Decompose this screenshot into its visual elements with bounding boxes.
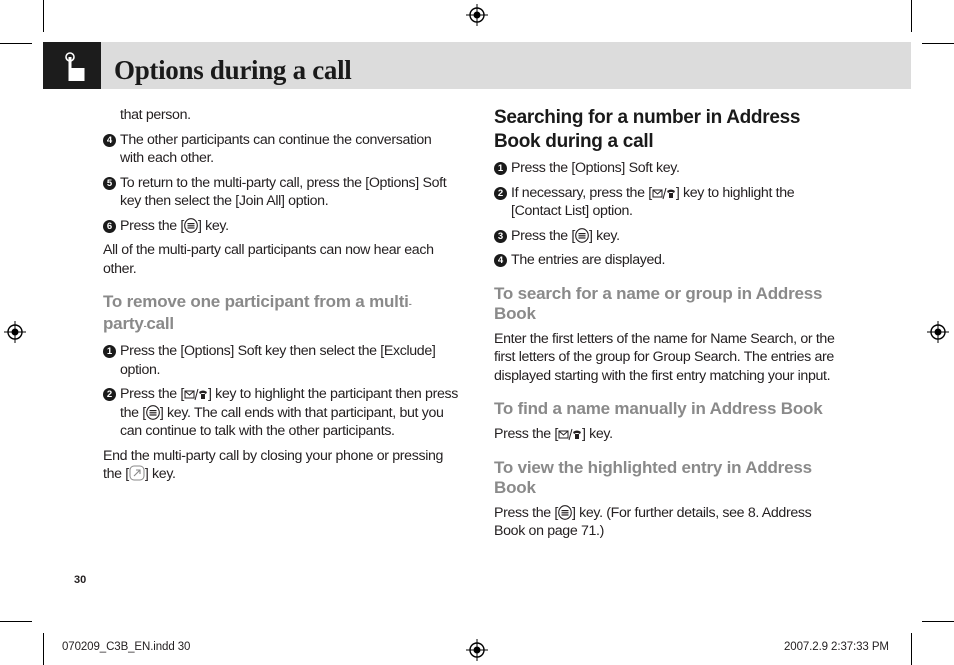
step-number: 6 (103, 220, 116, 233)
mail-phone-key-icon (652, 187, 676, 200)
crop-mark (911, 0, 912, 32)
step-text-post: ] key. (588, 227, 620, 244)
step-text-pre: Press the [ (120, 386, 184, 402)
step-number: 1 (103, 345, 116, 358)
ok-key-icon (146, 405, 160, 420)
subheading-search-name: To search for a name or group in Address Book (494, 283, 823, 323)
subheading-find-name: To find a name manually in Address Book (494, 399, 823, 418)
crop-mark (0, 621, 32, 622)
step-text: To return to the multi-party call, press the [Options] Soft key then select the [Join All] option. (120, 174, 447, 209)
end-key-icon (129, 465, 145, 481)
end-call-paragraph (103, 447, 458, 484)
step-text: The entries are displayed. (511, 252, 666, 268)
paragraph: Enter the first letters of the name for Name Search, or the first letters of the group for Group Search. The entries are displayed starting with the first entry matching your input. (494, 330, 835, 384)
search-step-1 (494, 159, 844, 178)
mail-phone-key-icon (558, 428, 582, 441)
page-number: 30 (74, 574, 87, 586)
crop-mark (0, 43, 32, 44)
step-text-post: ] key to highlight the [Contact List] option. (511, 184, 795, 219)
crop-mark (43, 633, 44, 665)
subheading-part: To remove one participant from a multi (103, 292, 409, 311)
step-number: 5 (103, 177, 116, 190)
step-number: 4 (494, 254, 507, 267)
ok-key-icon (558, 505, 572, 520)
crop-mark (922, 43, 954, 44)
view-paragraph (494, 504, 844, 541)
hand-pointer-icon (55, 50, 89, 82)
ok-key-icon (575, 228, 589, 243)
paragraph-text-pre: Press the [ (494, 426, 558, 442)
paragraph-text-post: ] key. (144, 466, 176, 482)
remove-step-1 (103, 342, 458, 379)
paragraph-text-post: ] key. (581, 426, 613, 442)
step-text-post: ] key. The call ends with that participant, but you can continue to talk with the other participants. (120, 404, 444, 439)
registration-mark-icon (466, 639, 488, 661)
mail-phone-key-icon (184, 388, 208, 401)
step-text: Press the [Options] Soft key. (511, 160, 680, 176)
step-text-mid: ] key to highlight the participant then press the [ (120, 386, 458, 421)
subheading-view-entry: To view the highlighted entry in Address Book (494, 457, 812, 497)
registration-mark-icon (4, 321, 26, 343)
registration-mark-icon (466, 4, 488, 26)
registration-mark-icon (927, 321, 949, 343)
subheading-part: call (146, 314, 174, 333)
remove-step-2 (103, 385, 458, 441)
page-title: Options during a call (114, 55, 352, 85)
search-step-3 (494, 227, 844, 246)
continuation-text: that person. (120, 107, 191, 123)
paragraph-text-pre: End the multi-party call by closing your phone or pressing the [ (103, 447, 444, 482)
crop-mark (922, 621, 954, 622)
step-text-post: ] key. (197, 217, 229, 234)
paragraph: All of the multi-party call participants can now hear each other. (103, 242, 434, 277)
file-info: 070209_C3B_EN.indd 30 (62, 641, 191, 653)
step-text: Press the [Options] Soft key then select the [Exclude] option. (120, 343, 436, 378)
subheading-remove-participant: To remove one participant from a multi- party-call (103, 292, 412, 333)
subheading-part: party (103, 314, 144, 333)
crop-mark (43, 0, 44, 32)
step-number: 2 (494, 187, 507, 200)
step-text-pre: If necessary, press the [ (511, 184, 652, 201)
step-number: 4 (103, 134, 116, 147)
step-4 (103, 131, 458, 168)
step-number: 3 (494, 230, 507, 243)
timestamp: 2007.2.9 2:37:33 PM (784, 641, 889, 653)
step-text-pre: Press the [ (511, 227, 575, 244)
header-icon-box (43, 42, 101, 89)
ok-key-icon (184, 218, 198, 233)
paragraph-text-post: ] key. (For further details, see 8. Address Book on page 71.) (494, 504, 812, 539)
right-column (494, 106, 844, 547)
step-number: 2 (103, 388, 116, 401)
paragraph-text-pre: Press the [ (494, 504, 558, 521)
search-step-4 (494, 251, 844, 270)
step-6 (103, 217, 458, 236)
crop-mark (911, 633, 912, 665)
step-text-pre: Press the [ (120, 217, 184, 234)
find-paragraph (494, 425, 844, 444)
step-number: 1 (494, 162, 507, 175)
left-column (103, 106, 458, 490)
search-step-2 (494, 184, 844, 221)
step-5 (103, 174, 458, 211)
section-heading: Searching for a number in Address Book during a call (494, 107, 801, 152)
step-text: The other participants can continue the conversation with each other. (120, 131, 432, 166)
